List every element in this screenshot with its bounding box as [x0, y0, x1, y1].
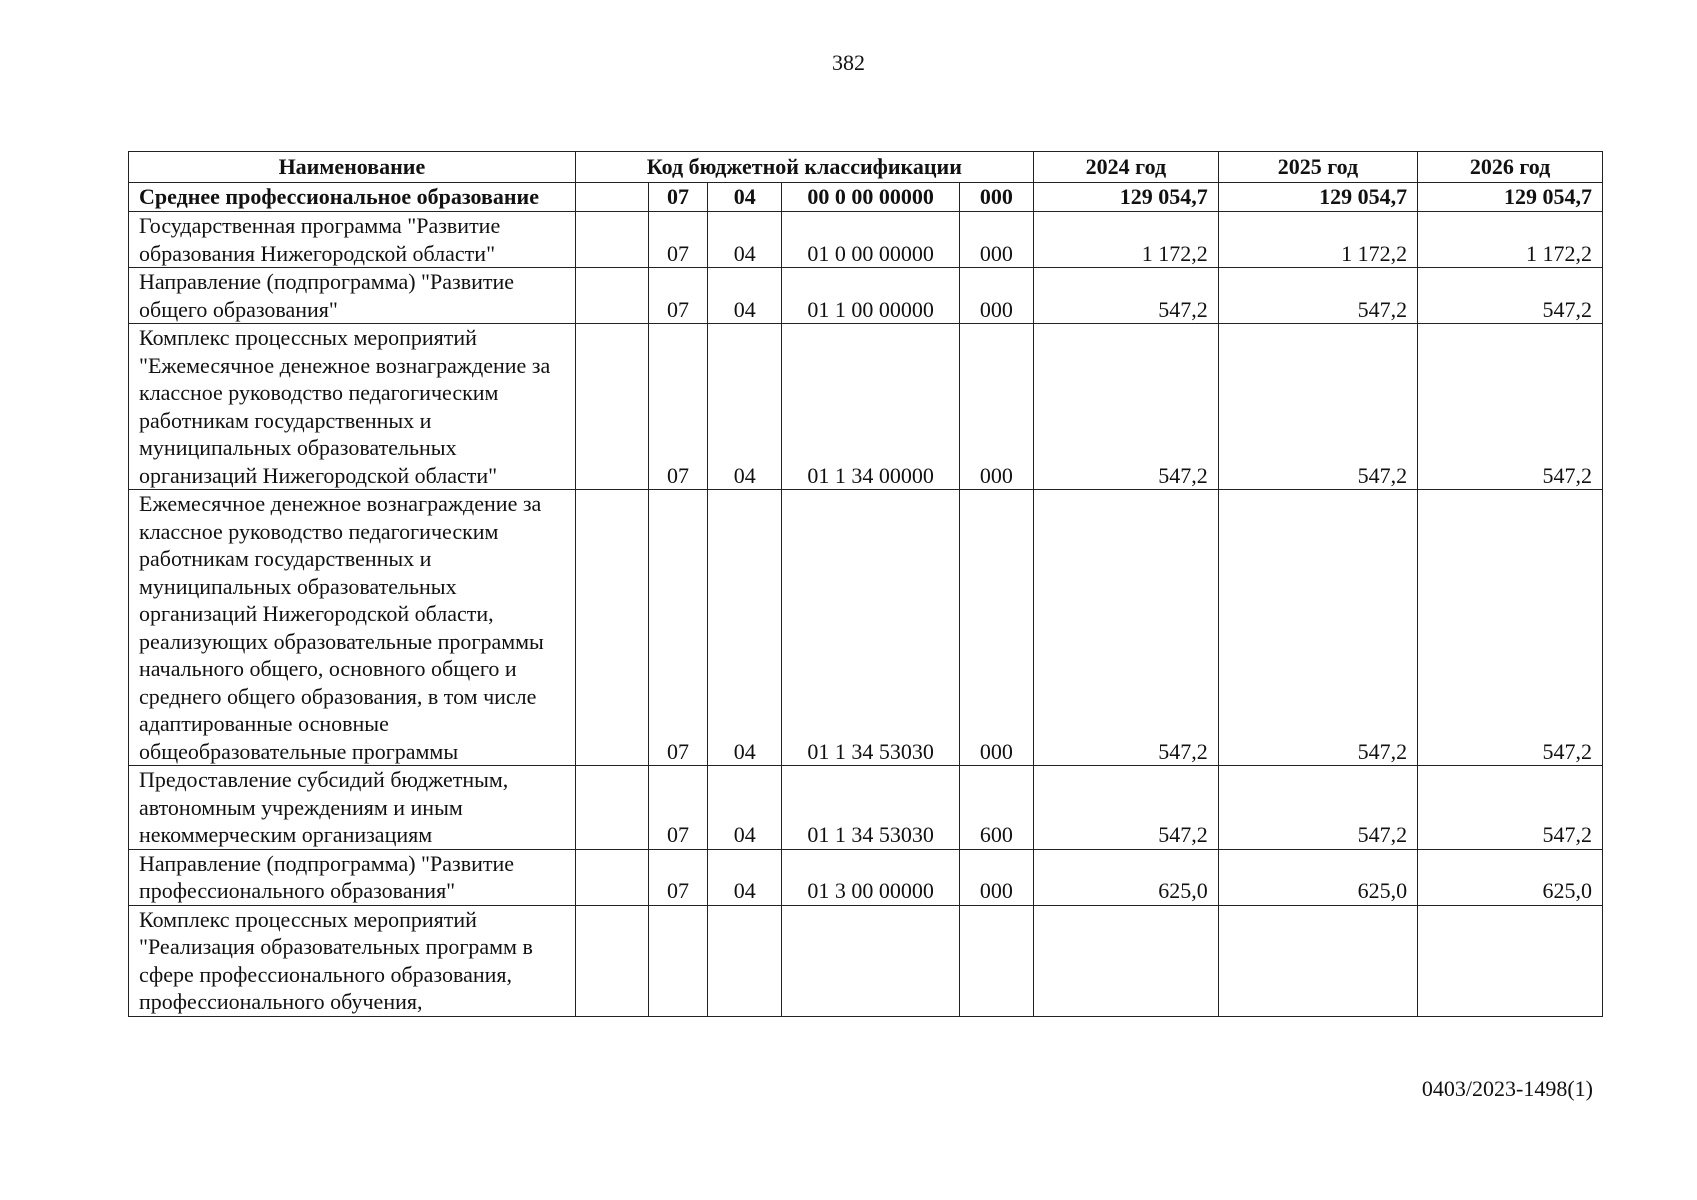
row-value-2024: 547,2 — [1033, 268, 1218, 324]
row-value-2024: 547,2 — [1033, 324, 1218, 490]
row-code-0 — [575, 490, 648, 766]
row-code-section: 07 — [648, 490, 708, 766]
document-reference: 0403/2023-1498(1) — [1421, 1076, 1593, 1101]
row-value-2025: 129 054,7 — [1218, 183, 1417, 212]
row-name: Среднее профессиональное образование — [129, 183, 576, 212]
row-code-expense: 000 — [959, 183, 1033, 212]
row-code-expense: 000 — [959, 849, 1033, 905]
row-name: Государственная программа "Развитие образования Нижегородской области" — [129, 212, 576, 268]
header-2026: 2026 год — [1418, 152, 1603, 183]
row-code-0 — [575, 766, 648, 850]
table-row — [129, 324, 1603, 490]
row-code-target: 01 1 00 00000 — [782, 268, 960, 324]
row-value-2025: 547,2 — [1218, 268, 1417, 324]
row-code-target: 01 1 34 53030 — [782, 490, 960, 766]
row-code-target: 01 1 34 00000 — [782, 324, 960, 490]
row-code-section: 07 — [648, 849, 708, 905]
row-value-2024: 547,2 — [1033, 766, 1218, 850]
header-code: Код бюджетной классификации — [575, 152, 1033, 183]
row-code-target: 01 1 34 53030 — [782, 766, 960, 850]
row-code-section: 07 — [648, 183, 708, 212]
table-row — [129, 268, 1603, 324]
row-code-subsection: 04 — [708, 849, 782, 905]
row-code-section: 07 — [648, 268, 708, 324]
row-value-2025: 547,2 — [1218, 766, 1417, 850]
row-code-target: 00 0 00 00000 — [782, 183, 960, 212]
row-code-section — [648, 905, 708, 1016]
row-code-0 — [575, 905, 648, 1016]
row-code-target — [782, 905, 960, 1016]
row-value-2025: 625,0 — [1218, 849, 1417, 905]
page-number-text: 382 — [832, 50, 865, 75]
header-name: Наименование — [129, 152, 576, 183]
table-row — [129, 905, 1603, 1016]
row-code-expense: 000 — [959, 490, 1033, 766]
row-code-subsection: 04 — [708, 490, 782, 766]
budget-table — [128, 151, 1603, 1017]
row-value-2026: 547,2 — [1418, 268, 1603, 324]
row-code-0 — [575, 212, 648, 268]
row-value-2026: 547,2 — [1418, 766, 1603, 850]
table-row — [129, 766, 1603, 850]
table-row — [129, 212, 1603, 268]
row-code-subsection: 04 — [708, 766, 782, 850]
row-name: Направление (подпрограмма) "Развитие профессионального образования" — [129, 849, 576, 905]
row-name: Предоставление субсидий бюджетным, автономным учреждениям и иным некоммерческим организациям — [129, 766, 576, 850]
row-code-target: 01 0 00 00000 — [782, 212, 960, 268]
row-code-subsection: 04 — [708, 183, 782, 212]
row-code-expense: 000 — [959, 268, 1033, 324]
row-code-section: 07 — [648, 212, 708, 268]
row-code-0 — [575, 268, 648, 324]
row-code-0 — [575, 849, 648, 905]
row-code-expense: 000 — [959, 212, 1033, 268]
table-row — [129, 490, 1603, 766]
row-name: Ежемесячное денежное вознаграждение за классное руководство педагогическим работникам государственных и муниципальных образовательных организаций Нижегородской области, реализующих образовательные программы начального общего, основного общего и среднего общего образования, в том числе адаптированные основные общеобразовательные программы — [129, 490, 576, 766]
row-value-2025: 547,2 — [1218, 324, 1417, 490]
table-row — [129, 849, 1603, 905]
row-code-subsection: 04 — [708, 212, 782, 268]
row-value-2026: 547,2 — [1418, 324, 1603, 490]
row-code-expense: 000 — [959, 324, 1033, 490]
row-value-2026: 1 172,2 — [1418, 212, 1603, 268]
row-code-section: 07 — [648, 324, 708, 490]
row-code-target: 01 3 00 00000 — [782, 849, 960, 905]
row-value-2026: 129 054,7 — [1418, 183, 1603, 212]
header-2025: 2025 год — [1218, 152, 1417, 183]
row-value-2024: 547,2 — [1033, 490, 1218, 766]
row-code-0 — [575, 183, 648, 212]
row-value-2026 — [1418, 905, 1603, 1016]
row-code-subsection: 04 — [708, 268, 782, 324]
row-code-section: 07 — [648, 766, 708, 850]
row-code-expense: 600 — [959, 766, 1033, 850]
row-value-2025: 1 172,2 — [1218, 212, 1417, 268]
row-code-subsection — [708, 905, 782, 1016]
row-value-2025 — [1218, 905, 1417, 1016]
row-name: Комплекс процессных мероприятий "Реализация образовательных программ в сфере профессионального образования, профессионального обучения, — [129, 905, 576, 1016]
header-2024: 2024 год — [1033, 152, 1218, 183]
table-row — [129, 183, 1603, 212]
row-value-2024 — [1033, 905, 1218, 1016]
row-value-2024: 1 172,2 — [1033, 212, 1218, 268]
row-value-2024: 129 054,7 — [1033, 183, 1218, 212]
row-value-2026: 625,0 — [1418, 849, 1603, 905]
page-number — [0, 50, 1697, 76]
row-code-subsection: 04 — [708, 324, 782, 490]
row-code-0 — [575, 324, 648, 490]
row-code-expense — [959, 905, 1033, 1016]
table-header-row — [129, 152, 1603, 183]
row-name: Комплекс процессных мероприятий "Ежемесячное денежное вознаграждение за классное руководство педагогическим работникам государственных и муниципальных образовательных организаций Нижегородской области" — [129, 324, 576, 490]
row-value-2026: 547,2 — [1418, 490, 1603, 766]
row-value-2024: 625,0 — [1033, 849, 1218, 905]
row-value-2025: 547,2 — [1218, 490, 1417, 766]
row-name: Направление (подпрограмма) "Развитие общего образования" — [129, 268, 576, 324]
